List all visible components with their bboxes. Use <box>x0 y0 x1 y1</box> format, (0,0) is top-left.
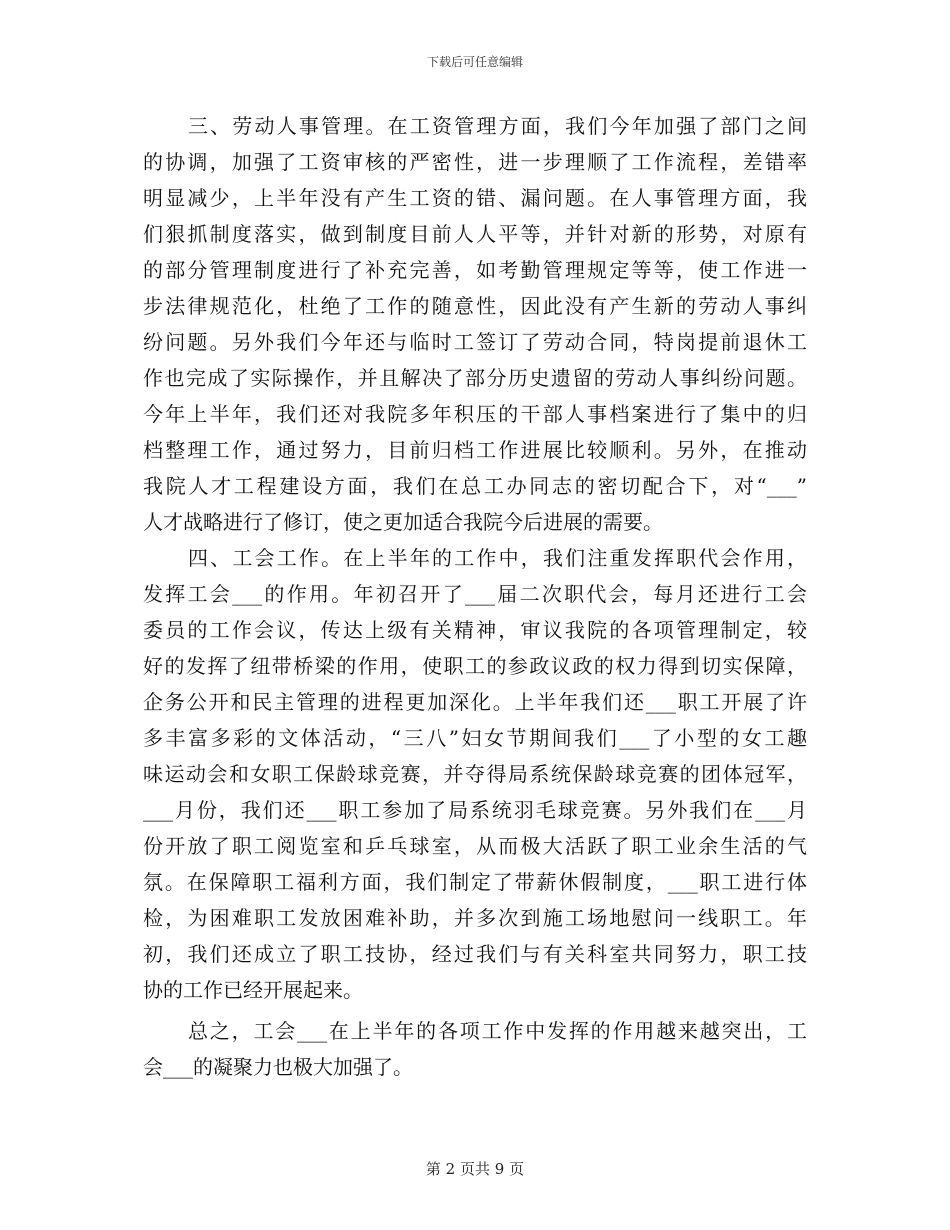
text-line: 人才战略进行了修订，使之更加适合我院今后进展的需要。 <box>143 510 663 534</box>
paragraph-summary <box>143 1013 807 1085</box>
text-line: 味运动会和女职工保龄球竞赛，并夺得局系统保龄球竞赛的团体冠军， <box>143 762 807 786</box>
text-line: 检，为困难职工发放困难补助，并多次到施工场地慰问一线职工。年 <box>143 906 807 930</box>
text-line: 委员的工作会议，传达上级有关精神，审议我院的各项管理制定，较 <box>143 618 807 642</box>
text-line: 纷问题。另外我们今年还与临时工签订了劳动合同，特岗提前退休工 <box>143 330 807 354</box>
text-line: 步法律规范化，杜绝了工作的随意性，因此没有产生新的劳动人事纠 <box>143 294 807 318</box>
text-line: 明显减少，上半年没有产生工资的错、漏问题。在人事管理方面，我 <box>143 186 807 210</box>
text-line: 氛。在保障职工福利方面，我们制定了带薪休假制度，___职工进行体 <box>143 870 807 894</box>
text-line: 多丰富多彩的文体活动，“三八”妇女节期间我们___了小型的女工趣 <box>143 726 807 750</box>
text-line: 好的发挥了纽带桥梁的作用，使职工的参政议政的权力得到切实保障， <box>143 654 807 678</box>
text-line: 的部分管理制度进行了补充完善，如考勤管理规定等等，使工作进一 <box>143 258 807 282</box>
text-line: 三、劳动人事管理。在工资管理方面，我们今年加强了部门之间 <box>188 114 807 138</box>
text-line: 会___的凝聚力也极大加强了。 <box>143 1055 413 1079</box>
text-line: 的协调，加强了工资审核的严密性，进一步理顺了工作流程，差错率 <box>143 150 807 174</box>
paragraph-union-work <box>143 540 807 1008</box>
text-line: 初，我们还成立了职工技协，经过我们与有关科室共同努力，职工技 <box>143 942 807 966</box>
text-line: 企务公开和民主管理的进程更加深化。上半年我们还___职工开展了许 <box>143 690 807 714</box>
paragraph-labor-personnel <box>143 108 807 540</box>
document-body <box>143 108 807 1085</box>
text-line: 总之，工会___在上半年的各项工作中发挥的作用越来越突出，工 <box>188 1019 807 1043</box>
text-line: 份开放了职工阅览室和乒乓球室，从而极大活跃了职工业余生活的气 <box>143 834 807 858</box>
text-line: 我院人才工程建设方面，我们在总工办同志的密切配合下，对“___” <box>143 474 807 498</box>
text-line: 发挥工会___的作用。年初召开了___届二次职代会，每月还进行工会 <box>143 582 807 606</box>
text-line: 作也完成了实际操作，并且解决了部分历史遗留的劳动人事纠纷问题。 <box>143 366 807 390</box>
text-line: 今年上半年，我们还对我院多年积压的干部人事档案进行了集中的归 <box>143 402 807 426</box>
page-header: 下载后可任意编辑 <box>426 55 523 69</box>
text-line: 们狠抓制度落实，做到制度目前人人平等，并针对新的形势，对原有 <box>143 222 807 246</box>
page-number: 第 2 页共 9 页 <box>425 1160 525 1178</box>
text-line: 四、工会工作。在上半年的工作中，我们注重发挥职代会作用， <box>188 546 807 570</box>
text-line: ___月份，我们还___职工参加了局系统羽毛球竞赛。另外我们在___月 <box>143 798 807 822</box>
text-line: 档整理工作，通过努力，目前归档工作进展比较顺利。另外，在推动 <box>143 438 807 462</box>
text-line: 协的工作已经开展起来。 <box>143 978 363 1002</box>
